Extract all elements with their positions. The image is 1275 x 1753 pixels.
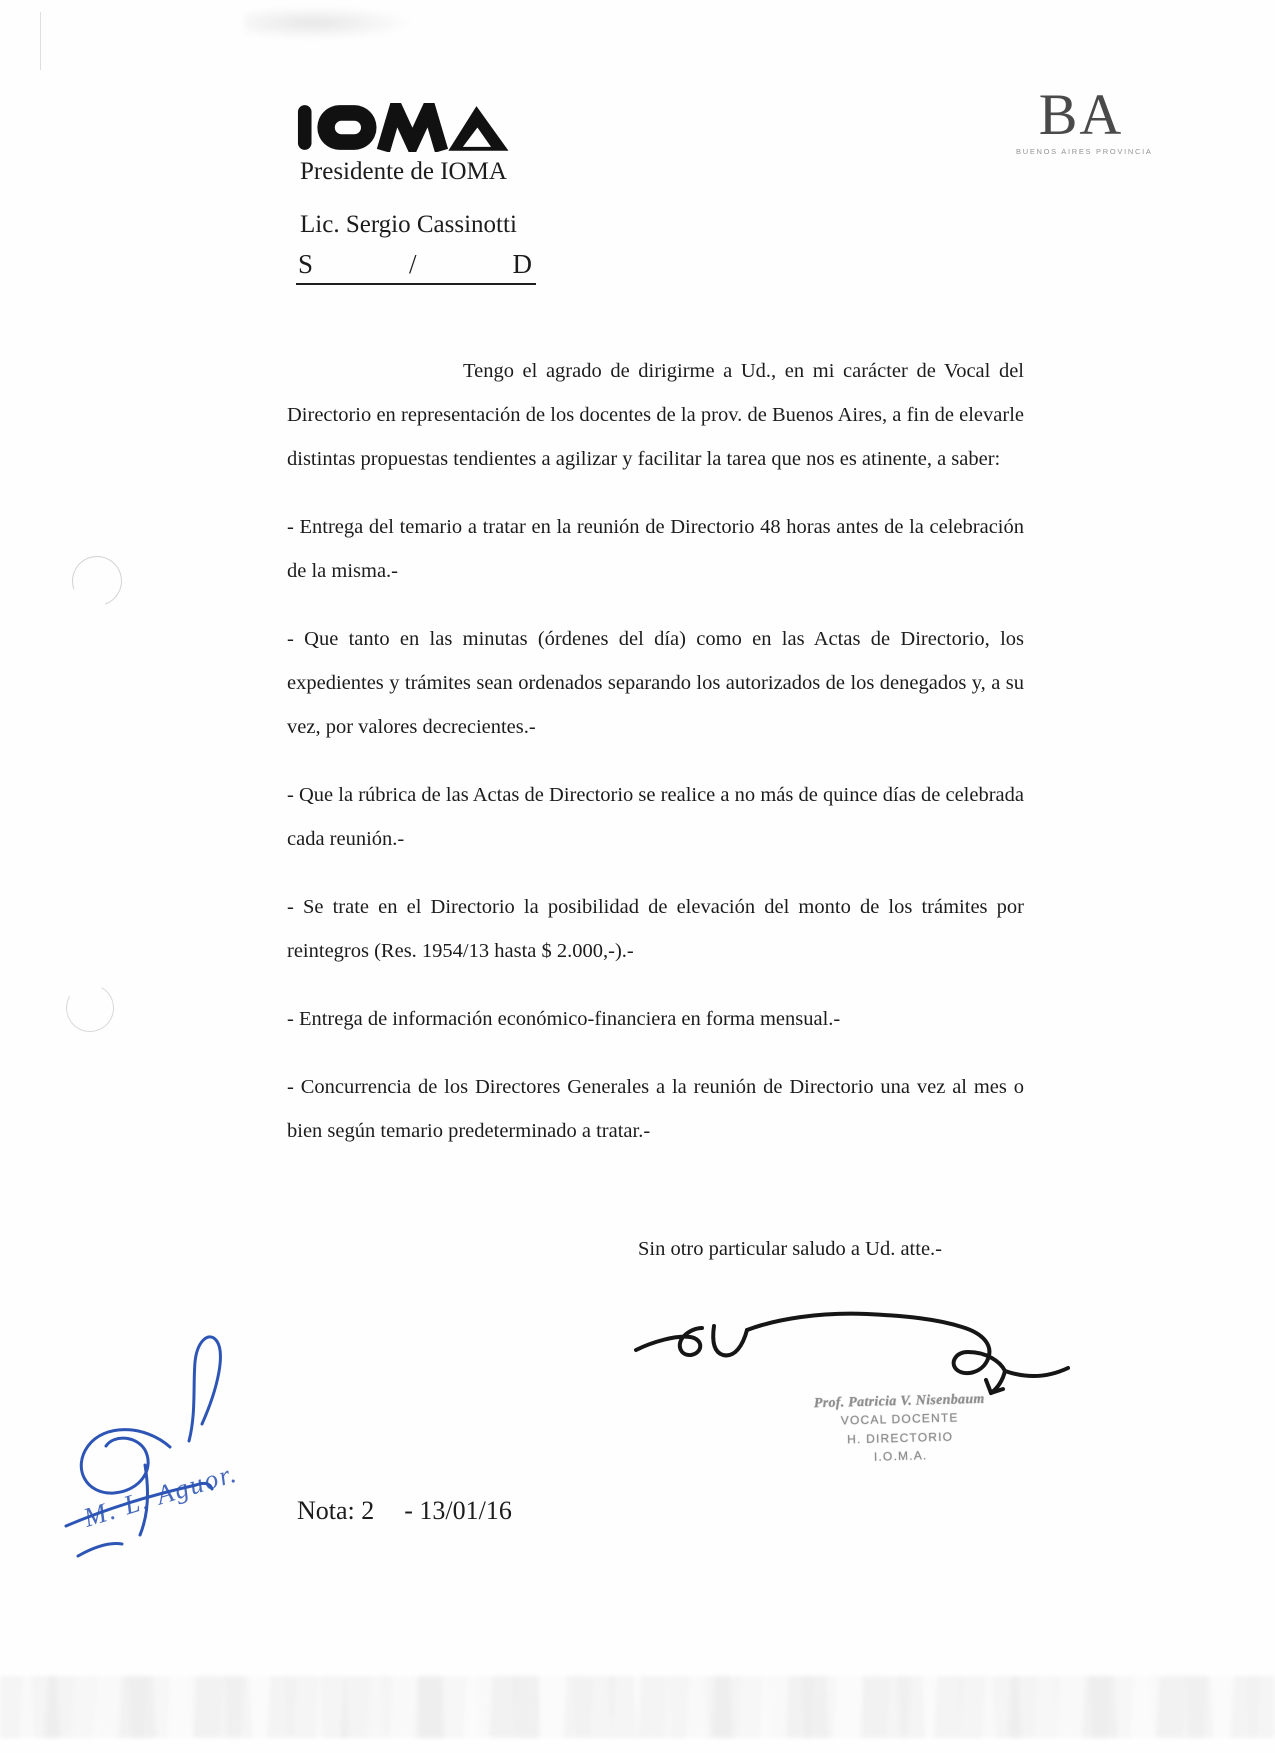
stamp-name: Prof. Patricia V. Nisenbaum bbox=[813, 1391, 985, 1412]
proposal-item: - Se trate en el Directorio la posibilidad de elevación del monto de los trámites por reintegros (Res. 1954/13 hasta $ 2.000,-).- bbox=[287, 896, 1024, 962]
pen-signature bbox=[50, 1328, 290, 1583]
pen-signature-stroke-icon bbox=[50, 1328, 290, 1578]
proposal-item: - Que la rúbrica de las Actas de Directorio se realice a no más de quince días de celebrada cada reunión.- bbox=[287, 784, 1024, 850]
stamp-org: I.O.M.A. bbox=[873, 1448, 928, 1464]
salutation-s: S bbox=[298, 249, 314, 279]
ba-logo-text: BA bbox=[1038, 82, 1124, 147]
proposal-item: - Entrega de información económico-financiera en forma mensual.- bbox=[287, 1008, 841, 1030]
proposal-item: - Entrega del temario a tratar en la reunión de Directorio 48 horas antes de la celebración de la misma.- bbox=[287, 516, 1024, 582]
rubber-stamp bbox=[792, 1391, 1008, 1468]
recipient-title: Presidente de IOMA bbox=[300, 158, 507, 185]
proposal-item: - Que tanto en las minutas (órdenes del día) como en las Actas de Directorio, los expedientes y trámites sean ordenados separando los autorizados de los denegados y, a su vez, por valores decrecientes.- bbox=[287, 628, 1024, 738]
punch-hole-mark bbox=[64, 548, 130, 614]
ba-provincia-logo bbox=[1016, 82, 1153, 156]
stamp-board: H. DIRECTORIO bbox=[847, 1429, 954, 1446]
scan-noise-band bbox=[0, 1676, 1275, 1738]
opening-paragraph: Tengo el agrado de dirigirme a Ud., en mi carácter de Vocal del Directorio en representación de los docentes de la prov. de Buenos Aires, a fin de elevarle distintas propuestas tendientes a agilizar y facilitar la tarea que nos es atinente, a saber: bbox=[287, 360, 1024, 470]
stamp-role: VOCAL DOCENTE bbox=[840, 1410, 959, 1428]
salutation-line bbox=[296, 249, 536, 285]
scan-edge-mark bbox=[40, 12, 41, 70]
proposal-item: - Concurrencia de los Directores Generales a la reunión de Directorio una vez al mes o bien según temario predeterminado a tratar.- bbox=[287, 1076, 1024, 1142]
ioma-logo-icon bbox=[296, 103, 524, 152]
closing-line: Sin otro particular saludo a Ud. atte.- bbox=[638, 1238, 942, 1260]
salutation-slash: / bbox=[409, 249, 417, 279]
letter-body bbox=[287, 349, 1024, 1177]
scan-smudge bbox=[245, 6, 415, 40]
ba-logo-tagline: BUENOS AIRES PROVINCIA bbox=[1016, 147, 1153, 156]
handwritten-initials: M. L. Aguor. bbox=[80, 1457, 242, 1533]
salutation-d: D bbox=[512, 249, 532, 279]
ioma-logo bbox=[296, 103, 524, 157]
recipient-name: Lic. Sergio Cassinotti bbox=[300, 211, 517, 238]
note-label: Nota: 2 bbox=[297, 1496, 375, 1525]
note-date: - 13/01/16 bbox=[404, 1496, 512, 1525]
note-line bbox=[297, 1496, 512, 1526]
punch-hole-mark bbox=[61, 979, 120, 1038]
